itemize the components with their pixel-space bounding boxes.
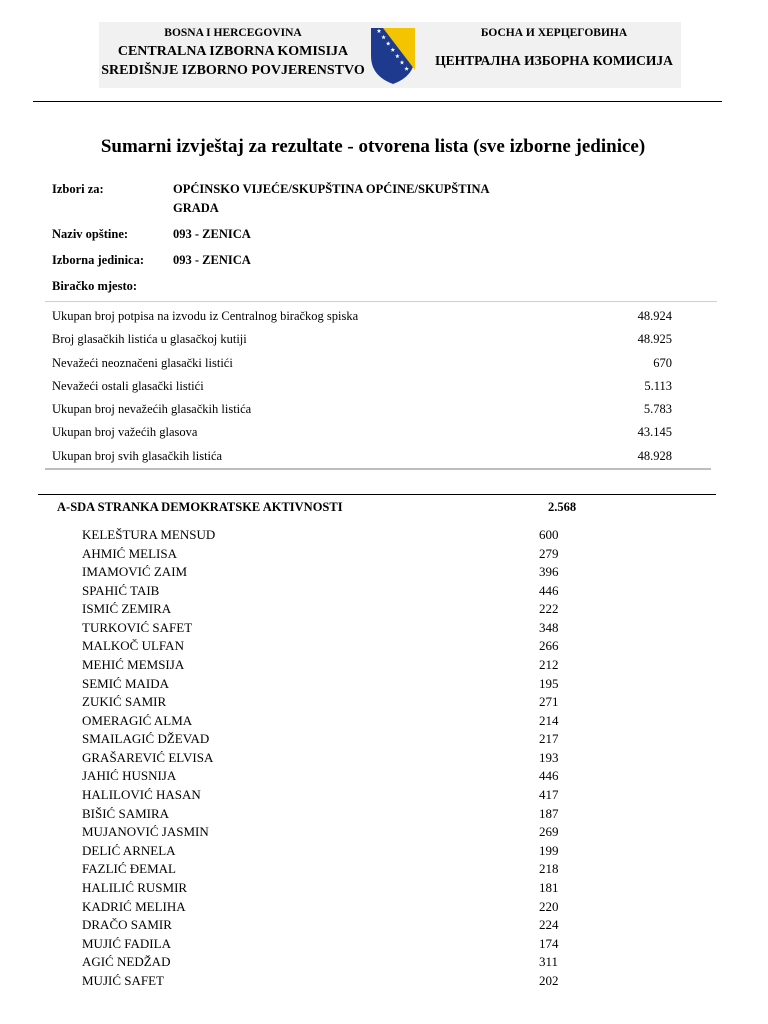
stat-row (52, 309, 672, 329)
stat-label: Ukupan broj važećih glasova (52, 425, 198, 439)
candidate-row (82, 731, 562, 749)
candidate-row (82, 546, 562, 564)
candidate-name: MALKOČ ULFAN (82, 638, 184, 653)
stat-value: 43.145 (637, 425, 672, 439)
candidate-row (82, 694, 562, 712)
municipality-value: 093 - ZENICA (173, 227, 251, 241)
candidate-row (82, 806, 562, 824)
candidate-votes: 271 (539, 694, 559, 709)
commission-name-croatian: SREDIŠNJE IZBORNO POVJERENSTVO (101, 63, 365, 78)
party-name: A-SDA STRANKA DEMOKRATSKE AKTIVNOSTI (57, 500, 343, 514)
candidate-row (82, 899, 562, 917)
candidate-votes: 199 (539, 843, 559, 858)
candidate-votes: 195 (539, 676, 559, 691)
candidate-row (82, 750, 562, 768)
candidate-name: BIŠIĆ SAMIRA (82, 806, 170, 821)
candidate-votes: 174 (539, 936, 559, 951)
candidate-row (82, 564, 562, 582)
candidate-row (82, 713, 562, 731)
stat-label: Broj glasačkih listića u glasačkoj kutiji (52, 332, 247, 346)
candidate-votes: 279 (539, 546, 559, 561)
candidate-votes: 212 (539, 657, 559, 672)
letterhead-latin (99, 22, 367, 79)
stat-row (52, 425, 672, 445)
candidate-row (82, 936, 562, 954)
candidate-votes: 396 (539, 564, 559, 579)
stat-value: 5.783 (643, 402, 672, 416)
candidate-row (82, 620, 562, 638)
polling-station-label: Biračko mjesto: (52, 279, 138, 293)
candidate-name: HALILIĆ RUSMIR (82, 880, 188, 895)
candidate-votes: 193 (539, 750, 559, 765)
stat-label: Nevažeći neoznačeni glasački listići (52, 356, 233, 370)
stat-value: 48.925 (637, 332, 672, 346)
candidate-row (82, 824, 562, 842)
stat-label: Ukupan broj potpisa na izvodu iz Centralnog biračkog spiska (52, 309, 359, 323)
candidate-votes: 266 (539, 638, 559, 653)
stat-row (52, 402, 672, 422)
candidate-name: KELEŠTURA MENSUD (82, 527, 216, 542)
candidate-name: ZUKIĆ SAMIR (82, 694, 167, 709)
candidate-name: MEHIĆ MEMSIJA (82, 657, 185, 672)
stat-value: 48.924 (637, 309, 672, 323)
election-label: Izbori za: (52, 182, 104, 196)
candidate-name: JAHIĆ HUSNIJA (82, 768, 177, 783)
stat-value: 670 (653, 356, 672, 370)
stat-row (52, 449, 672, 469)
stats-top-divider (45, 301, 717, 302)
commission-name-latin: CENTRALNA IZBORNA KOMISIJA (117, 44, 349, 59)
candidate-votes: 218 (539, 861, 559, 876)
stat-row (52, 356, 672, 376)
candidate-votes: 417 (539, 787, 559, 802)
candidate-name: AHMIĆ MELISA (82, 546, 177, 561)
header-divider (33, 101, 722, 102)
candidate-name: AGIĆ NEDŽAD (82, 954, 171, 969)
candidate-name: DELIĆ ARNELA (82, 843, 176, 858)
candidate-votes: 269 (539, 824, 559, 839)
commission-name-cyrillic: ЦЕНТРАЛНА ИЗБОРНА КОМИСИЈА (435, 53, 673, 68)
candidate-votes: 217 (539, 731, 559, 746)
candidate-row (82, 601, 562, 619)
candidate-row (82, 657, 562, 675)
candidate-row (82, 768, 562, 786)
candidate-row (82, 638, 562, 656)
stat-row (52, 332, 672, 352)
candidate-name: SPAHIĆ TAIB (82, 583, 160, 598)
candidate-votes: 222 (539, 601, 559, 616)
candidate-name: IMAMOVIĆ ZAIM (82, 564, 188, 579)
candidate-name: FAZLIĆ ĐEMAL (82, 861, 177, 876)
candidate-votes: 446 (539, 768, 559, 783)
candidate-votes: 600 (539, 527, 559, 542)
candidate-row (82, 973, 562, 991)
stat-row (52, 379, 672, 399)
candidate-name: MUJIĆ SAFET (82, 973, 164, 988)
stat-value: 48.928 (637, 449, 672, 463)
stat-label: Ukupan broj svih glasačkih listića (52, 449, 223, 463)
candidate-votes: 181 (539, 880, 559, 895)
candidate-row (82, 954, 562, 972)
candidate-row (82, 861, 562, 879)
letterhead-cyrillic (424, 22, 684, 69)
candidate-votes: 446 (539, 583, 559, 598)
municipality-label: Naziv opštine: (52, 227, 129, 241)
party-divider (38, 494, 716, 495)
candidate-name: GRAŠAREVIĆ ELVISA (82, 750, 214, 765)
candidate-votes: 348 (539, 620, 559, 635)
candidate-votes: 187 (539, 806, 559, 821)
candidate-votes: 214 (539, 713, 559, 728)
candidate-votes: 311 (539, 954, 559, 969)
stat-label: Ukupan broj nevažećih glasačkih listića (52, 402, 252, 416)
candidate-votes: 202 (539, 973, 559, 988)
candidate-votes: 220 (539, 899, 559, 914)
stat-value: 5.113 (644, 379, 672, 393)
coat-of-arms-icon (367, 26, 419, 86)
election-value: OPĆINSKO VIJEĆE/SKUPŠTINA OPĆINE/SKUPŠTINA GRADA (173, 182, 489, 215)
candidate-name: MUJIĆ FADILA (82, 936, 171, 951)
country-name-cyrillic: БОСНА И ХЕРЦЕГОВИНА (480, 27, 628, 39)
candidate-name: SEMIĆ MAIDA (82, 676, 170, 691)
report-title: Sumarni izvještaj za rezultate - otvorena lista (sve izborne jedinice) (100, 136, 646, 157)
stat-label: Nevažeći ostali glasački listići (52, 379, 204, 393)
country-name-latin: BOSNA I HERCEGOVINA (164, 27, 302, 39)
candidate-name: TURKOVIĆ SAFET (82, 620, 193, 635)
stats-bottom-divider (45, 468, 711, 470)
candidate-row (82, 787, 562, 805)
candidate-name: SMAILAGIĆ DŽEVAD (82, 731, 210, 746)
candidate-row (82, 843, 562, 861)
candidate-name: MUJANOVIĆ JASMIN (82, 824, 209, 839)
candidate-name: HALILOVIĆ HASAN (82, 787, 201, 802)
candidate-name: DRAČO SAMIR (82, 917, 172, 932)
electoral-unit-label: Izborna jedinica: (52, 253, 145, 267)
candidate-row (82, 583, 562, 601)
candidate-row (82, 527, 562, 545)
candidate-votes: 224 (539, 917, 559, 932)
party-total-votes: 2.568 (548, 500, 577, 514)
candidate-row (82, 676, 562, 694)
candidate-row (82, 917, 562, 935)
candidate-name: ISMIĆ ZEMIRA (82, 601, 172, 616)
electoral-unit-value: 093 - ZENICA (173, 253, 251, 267)
candidate-row (82, 880, 562, 898)
letterhead (99, 22, 681, 88)
candidate-name: OMERAGIĆ ALMA (82, 713, 193, 728)
candidate-name: KADRIĆ MELIHA (82, 899, 186, 914)
